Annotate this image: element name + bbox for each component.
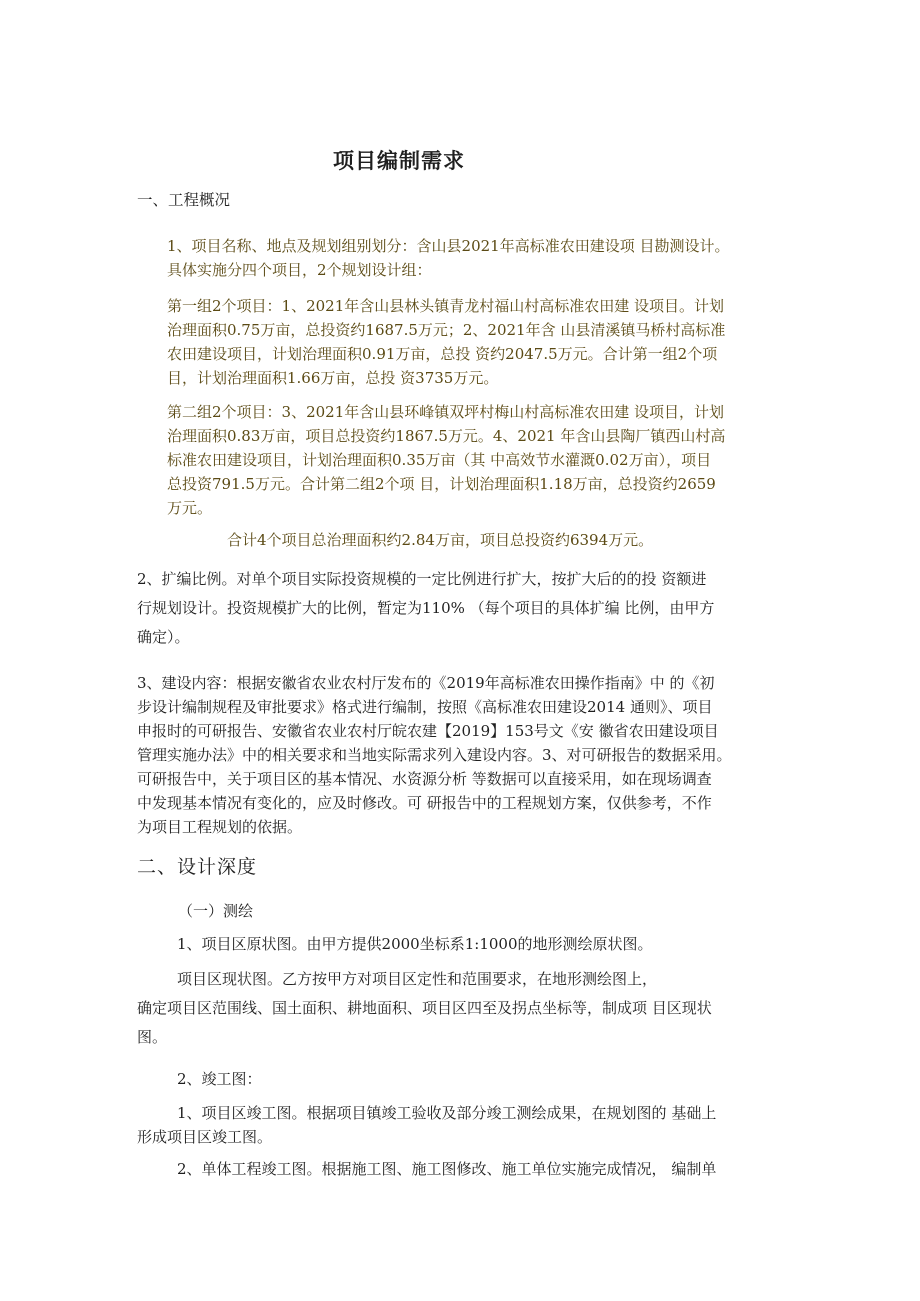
text-line: 1、项目区竣工图。根据项目镇竣工验收及部分竣工测绘成果，在规划图的 基础上 xyxy=(177,1104,717,1122)
section-2-heading: 二、设计深度 xyxy=(137,856,258,878)
text-line: 可研报告中，关于项目区的基本情况、水资源分析 等数据可以直接采用，如在现场调查 xyxy=(137,770,712,788)
text-line: 管理实施办法》中的相关要求和当地实际需求列入建设内容。3、对可研报告的数据采用。 xyxy=(137,746,732,764)
text-line: 确定）。 xyxy=(137,628,190,646)
text-line: 项目区现状图。乙方按甲方对项目区定性和范围要求，在地形测绘图上， xyxy=(177,970,658,988)
text-line: 确定项目区范围线、国土面积、耕地面积、项目区四至及拐点坐标等，制成项 目区现状 xyxy=(137,999,712,1017)
text-line: 第一组2个项目：1、2021年含山县林头镇青龙村福山村高标准农田建 设项目。计划 xyxy=(167,297,725,315)
group-2-paragraph xyxy=(167,400,725,520)
item-3-construction-content xyxy=(137,671,732,839)
survey-current-map xyxy=(137,965,712,1052)
section-1-heading: 一、工程概况 xyxy=(137,191,231,209)
text-line: 具体实施分四个项目，2个规划设计组： xyxy=(167,261,432,279)
text-line: 申报时的可研报告、安徽省农业农村厅皖农建【2019】153号文《安 徽省农田建设项目 xyxy=(137,722,719,740)
item-1-project-name xyxy=(167,234,730,282)
text-line: 中发现基本情况有变化的，应及时修改。可 研报告中的工程规划方案，仅供参考，不作 xyxy=(137,794,712,812)
subsection-surveying: （一）测绘 xyxy=(178,902,254,920)
item-2-expansion-ratio xyxy=(137,565,714,652)
text-line: 第二组2个项目：3、2021年含山县环峰镇双坪村梅山村高标准农田建 设项目，计划 xyxy=(167,403,725,421)
text-line: 图。 xyxy=(137,1028,168,1046)
text-line: 2、扩编比例。对单个项目实际投资规模的一定比例进行扩大，按扩大后的的投 资额进 xyxy=(137,570,707,588)
as-built-project-map xyxy=(137,1101,716,1149)
text-line: 万元。 xyxy=(167,499,213,517)
text-line: 1、项目名称、地点及规划组别划分：含山县2021年高标准农田建设项 目勘测设计。 xyxy=(167,237,730,255)
text-line: 治理面积0.83万亩，项目总投资约1867.5万元。4、2021 年含山县陶厂镇西山村高 xyxy=(167,427,726,445)
as-built-unit-map: 2、单体工程竣工图。根据施工图、施工图修改、施工单位实施完成情况， 编制单 xyxy=(177,1160,717,1178)
as-built-heading: 2、竣工图： xyxy=(177,1070,262,1088)
survey-original-map: 1、项目区原状图。由甲方提供2000坐标系1:1000的地形测绘原状图。 xyxy=(177,935,653,953)
page-title: 项目编制需求 xyxy=(333,148,465,173)
text-line: 治理面积0.75万亩，总投资约1687.5万元；2、2021年含 山县清溪镇马桥村高标准 xyxy=(167,321,726,339)
total-summary: 合计4个项目总治理面积约2.84万亩，项目总投资约6394万元。 xyxy=(227,531,654,549)
text-line: 总投资791.5万元。合计第二组2个项 目，计划治理面积1.18万亩，总投资约2659 xyxy=(167,475,716,493)
group-1-paragraph xyxy=(167,294,725,390)
text-line: 目，计划治理面积1.66万亩，总投 资3735万元。 xyxy=(167,369,499,387)
text-line: 形成项目区竣工图。 xyxy=(137,1128,273,1146)
text-line: 标准农田建设项目，计划治理面积0.35万亩（其 中高效节水灌溉0.02万亩），项目 xyxy=(167,451,712,469)
text-line: 步设计编制规程及审批要求》格式进行编制，按照《高标准农田建设2014 通则》、项目 xyxy=(137,698,713,716)
text-line: 为项目工程规划的依据。 xyxy=(137,818,303,836)
text-line: 农田建设项目，计划治理面积0.91万亩，总投 资约2047.5万元。合计第一组2个项 xyxy=(167,345,718,363)
text-line: 行规划设计。投资规模扩大的比例，暂定为110% （每个项目的具体扩编 比例，由甲方 xyxy=(137,599,715,617)
text-line: 3、建设内容：根据安徽省农业农村厅发布的《2019年高标准农田操作指南》中 的《初 xyxy=(137,674,715,692)
